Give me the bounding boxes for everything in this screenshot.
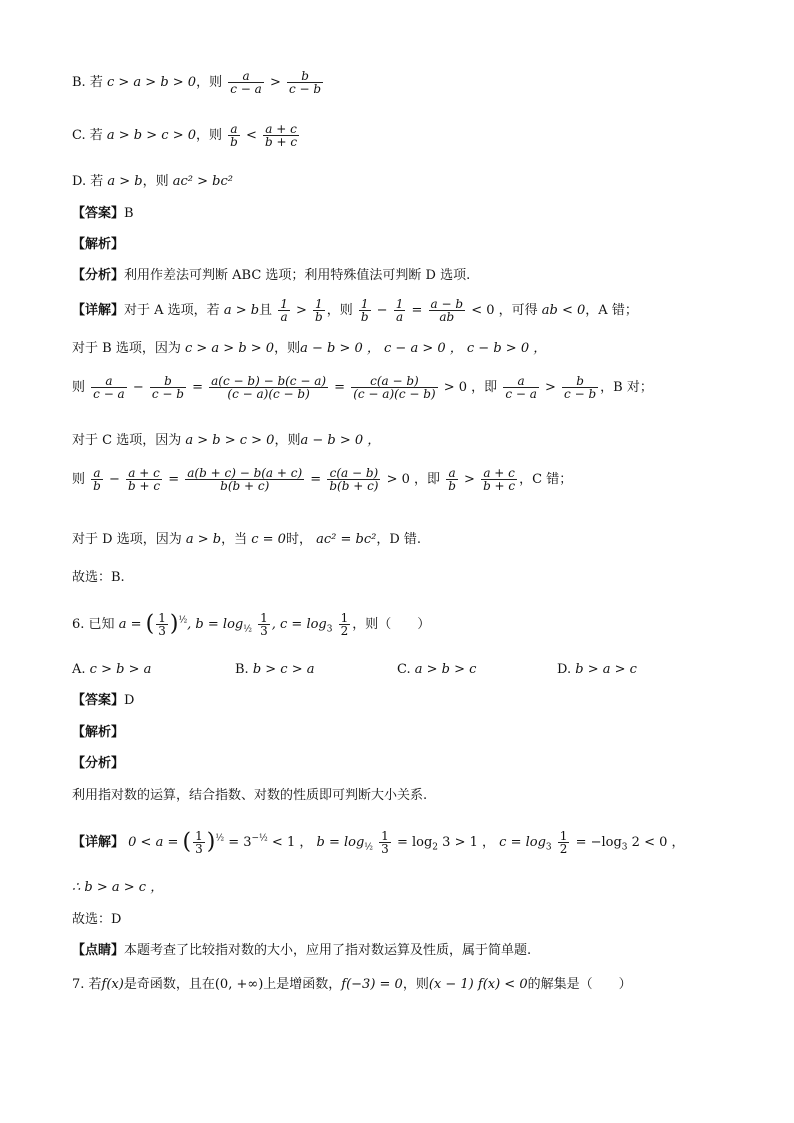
detail-c2: 则 $\frac{a}{b}$ − $\frac{a + c}{b + c}$ = $\frac{a(b + c) - b(a + c)}{b(b + c)}$ = $\frac{c(a - b)}{b(b + c)}$ > 0 ，即 $\frac{a}{b}$ > $\frac{a + c}{b + c}$ ，C 错； <box>72 466 573 493</box>
answer-line: 【答案】B <box>72 206 134 221</box>
q6-detail: 【详解】 0 < a = ( $\frac{1}{3}$ )$^{\frac{1}{2}} = 3^{-\frac{1}{2}} < 1$ ， $b = \log_{\frac{1}{2}}$ $\frac{1}{3}$ = $\log_2 3 > 1$ ， $c = \log_3$ $\frac{1}{2}$ = $-\log_3$ 2 < 0 ， <box>72 829 685 856</box>
q6-dianjing: 【点睛】本题考查了比较指对数的大小，应用了指对数运算及性质，属于简单题. <box>72 943 532 958</box>
q6-conclusion: 故选：D <box>72 912 122 927</box>
option-label: B. 若 <box>72 75 103 90</box>
q6-fenxi-text: 利用指对数的运算，结合指数、对数的性质即可判断大小关系. <box>72 788 428 803</box>
q6-therefore: ∴ b > a > c ， <box>72 880 164 895</box>
detail-d: 对于 D 选项，因为 a > b，当 c = 0时， ac² = bc²，D 错. <box>72 532 422 547</box>
detail-a: 【详解】对于 A 选项，若 a > b且 $\frac{1}{a}$ > $\frac{1}{b}$ ，则 $\frac{1}{b}$ − $\frac{1}{a}$ = $\frac{a - b}{ab}$ < 0 ，可得 ab < 0，A 错； <box>72 297 638 324</box>
question-7-stem: 7. 若f(x)是奇函数，且在(0, +∞)上是增函数，f(−3) = 0，则(x − 1) f(x) < 0的解集是（ ） <box>72 977 632 992</box>
detail-c1: 对于 C 选项，因为 a > b > c > 0，则a − b > 0 ， <box>72 433 381 448</box>
q6-option-b: B. b > c > a <box>235 662 315 677</box>
detail-b1: 对于 B 选项，因为 c > a > b > 0，则a − b > 0 ， c − a > 0 ， c − b > 0 ， <box>72 341 547 356</box>
option-c: C. 若 a > b > c > 0，则 $\frac{a}{b}$ < $\frac{a + c}{b + c}$ <box>72 122 298 149</box>
question-6-stem: 6. 已知 a = ( $\frac{1}{3}$ )$^{\frac{1}{2}}$, $b = \log_{\frac{1}{2}}$ $\frac{1}{3}$ , $c = \log_3$ $\frac{1}{2}$ ，则（ ） <box>72 611 431 638</box>
q6-fenxi-heading: 【分析】 <box>72 756 125 771</box>
option-b: B. 若 c > a > b > 0，则 $\frac{a}{c - a}$ > $\frac{b}{c - b}$ <box>72 69 322 96</box>
question-6-options <box>72 663 732 679</box>
detail-b2: 则 $\frac{a}{c - a}$ − $\frac{b}{c - b}$ = $\frac{a(c - b) - b(c - a)}{(c - a)(c - b)}$ = $\frac{c(a - b)}{(c - a)(c - b)}$ > 0 ，即 $\frac{a}{c - a}$ > $\frac{b}{c - b}$ ，B 对； <box>72 374 653 401</box>
q6-option-a: A. c > b > a <box>72 662 152 677</box>
q6-option-d: D. b > a > c <box>557 662 637 677</box>
q6-analysis-heading: 【解析】 <box>72 725 125 740</box>
q6-option-c: C. a > b > c <box>397 662 477 677</box>
option-d: D. 若 a > b，则 ac² > bc² <box>72 174 233 189</box>
conclusion-q5: 故选：B. <box>72 570 125 585</box>
q6-answer-line: 【答案】D <box>72 693 135 708</box>
analysis-heading: 【解析】 <box>72 237 125 252</box>
fenxi-line: 【分析】利用作差法可判断 ABC 选项；利用特殊值法可判断 D 选项. <box>72 268 471 283</box>
